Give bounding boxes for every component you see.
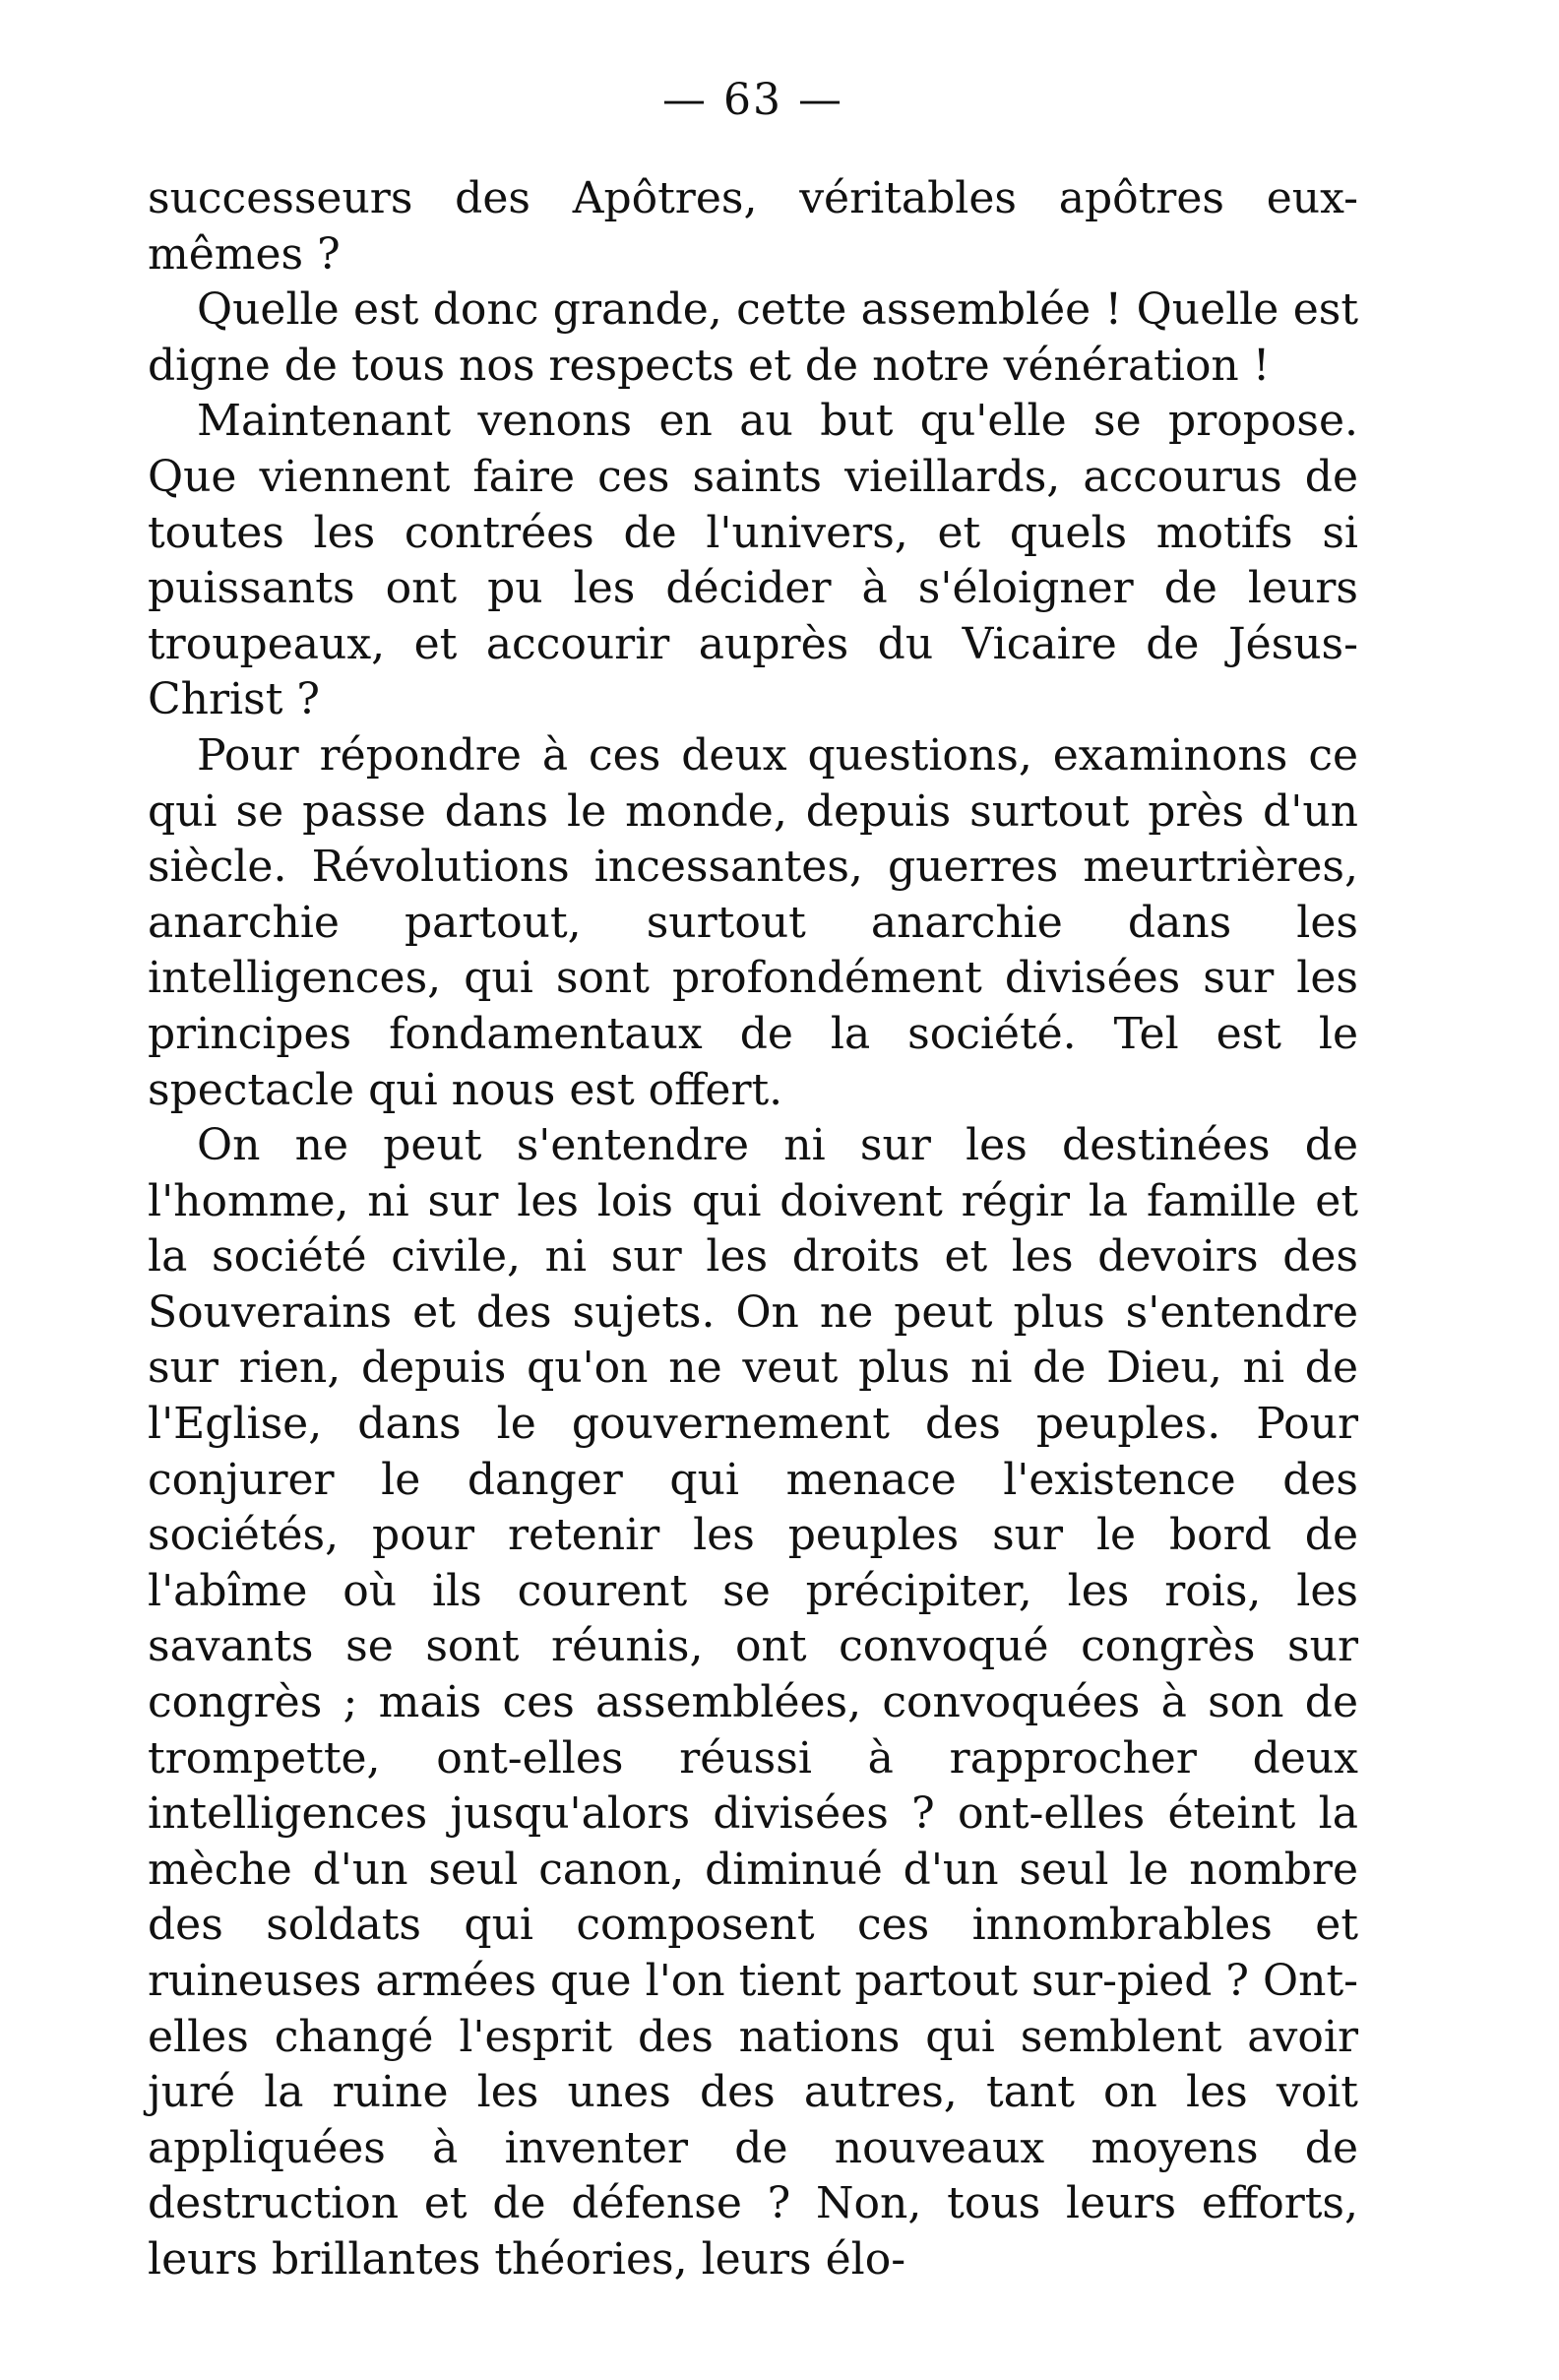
paragraph-4: Pour répondre à ces deux questions, examinons ce qui se passe dans le monde, depuis surtout près d'un siècle. Révolutions incessantes, guerres meurtrières, anarchie partout, surtout anarchie dans les intelligences, qui sont profondément divisées sur les principes fondamentaux de la société. Tel est le spectacle qui nous est offert.: [148, 729, 1358, 1115]
page-body: [148, 171, 1358, 2288]
paragraph-3: Maintenant venons en au but qu'elle se propose. Que viennent faire ces saints vieillards, accourus de toutes les contrées de l'univers, et quels motifs si puissants ont pu les décider à s'éloigner de leurs troupeaux, et accourir auprès du Vicaire de Jésus-Christ ?: [148, 396, 1358, 725]
paragraph-1: successeurs des Apôtres, véritables apôtres eux-mêmes ?: [148, 173, 1358, 280]
paragraph-5: On ne peut s'entendre ni sur les destinées de l'homme, ni sur les lois qui doivent régir la famille et la société civile, ni sur les droits et les devoirs des Souverains et des sujets. On ne peut plus s'entendre sur rien, depuis qu'on ne veut plus ni de Dieu, ni de l'Eglise, dans le gouvernement des peuples. Pour conjurer le danger qui menace l'existence des sociétés, pour retenir les peuples sur le bord de l'abîme où ils courent se précipiter, les rois, les savants se sont réunis, ont convoqué congrès sur congrès ; mais ces assemblées, convoquées à son de trompette, ont-elles réussi à rapprocher deux intelligences jusqu'alors divisées ? ont-elles éteint la mèche d'un seul canon, diminué d'un seul le nombre des soldats qui composent ces innombrables et ruineuses armées que l'on tient partout sur-pied ? Ont-elles changé l'esprit des nations qui semblent avoir juré la ruine les unes des autres, tant on les voit appliquées à inventer de nouveaux moyens de destruction et de défense ? Non, tous leurs efforts, leurs brillantes théories, leurs élo-: [148, 1120, 1358, 2285]
paragraph-2: Quelle est donc grande, cette assemblée ! Quelle est digne de tous nos respects et de notre vénération !: [148, 284, 1358, 391]
book-page: [148, 69, 1358, 2333]
page-number: — 63 —: [662, 75, 843, 125]
